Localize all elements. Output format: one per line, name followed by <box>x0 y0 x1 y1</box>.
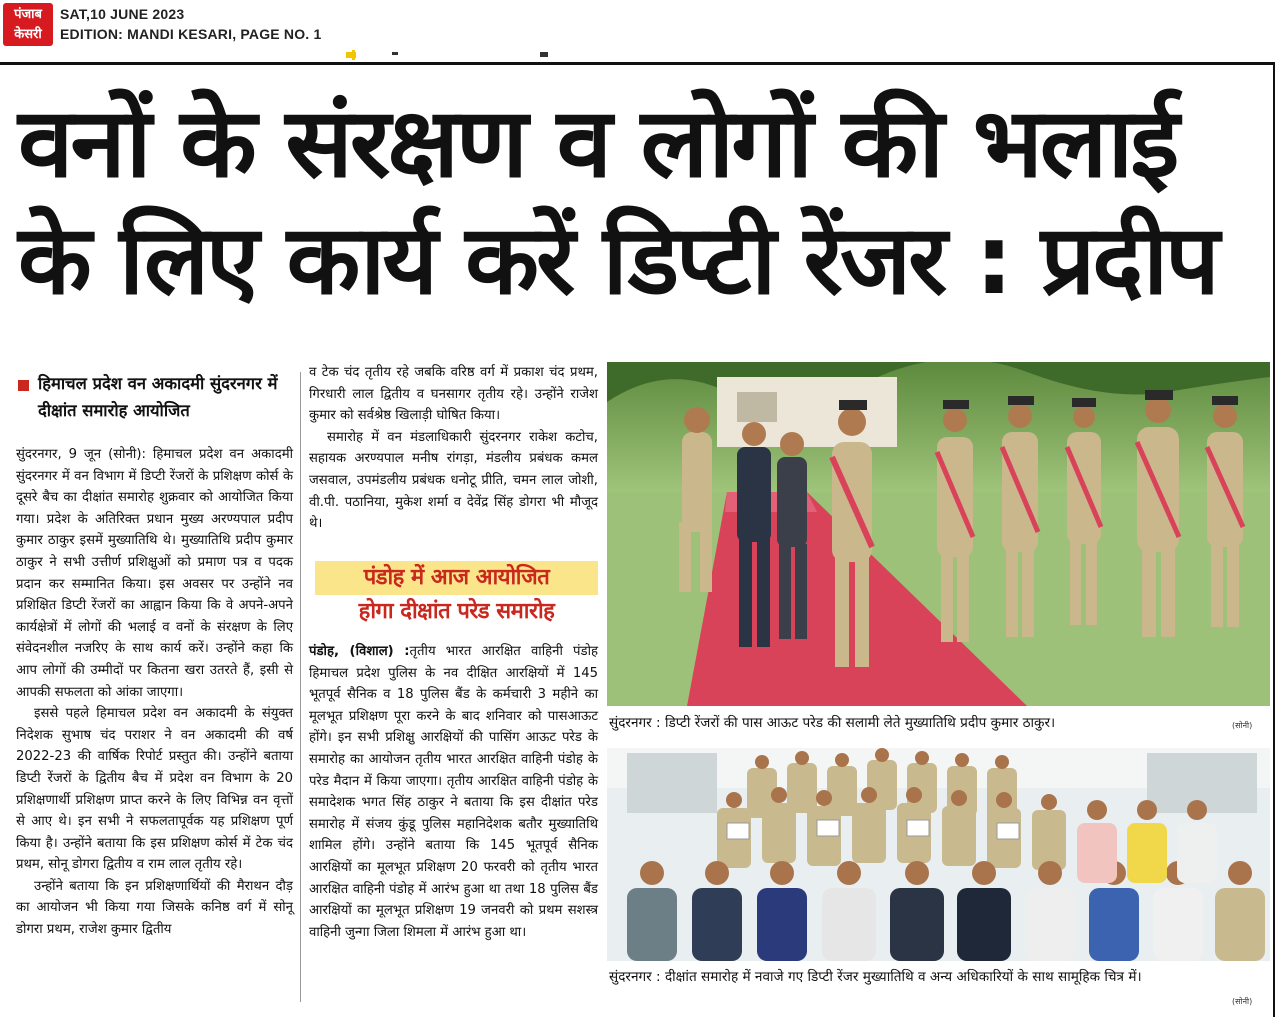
article-paragraph-1: सुंदरनगर, 9 जून (सोनी): हिमाचल प्रदेश वन अकादमी सुंदरनगर में वन विभाग में डिप्टी रेंजरों के प्रशिक्षण कोर्स के दूसरे बैच का दीक्षांत समारोह शुक्रवार को आयोजित किया गया। प्रदेश के अतिरिक्त प्रधान मुख्य अरण्यपाल प्रदीप कुमार ठाकुर इसमें मुख्यातिथि थे। मुख्यातिथि प्रदीप कुमार ठाकुर ने सभी उत्तीर्ण प्रशिक्षुओं को प्रमाण पत्र व पदक प्रदान कर सम्मानित किया। इस अवसर पर उन्होंने नव प्रशिक्षित डिप्टी रेंजरों का आह्वान किया कि वे अपने-अपने कार्यक्षेत्रों में लोगों की भलाई व वनों के संरक्षण के लिए संवेदनशील नजरिए के साथ कार्य करें। उन्होंने कहा कि आप लोगों की उम्मीदों पर कितना खरा उतरते हैं, इसी से आपकी सफलता को आंका जाएगा। <box>16 447 293 700</box>
masthead <box>0 0 1280 62</box>
pandoh-body: तृतीय भारत आरक्षित वाहिनी पंडोह हिमाचल प्रदेश पुलिस के नव दीक्षित आरक्षियों में 145 भूतपूर्व सैनिक व 18 पुलिस बैंड के कर्मचारी 3 महीने का मूलभूत प्रशिक्षण पूरा करने के बाद शनिवार को पासआऊट होंगे। इन सभी प्रशिक्षु आरक्षियों की पासिंग आऊट परेड के समारोह का आयोजन तृतीय भारत आरक्षित वाहिनी पंडोह के परेड मैदान में किया जाएगा। तृतीय आरक्षित वाहिनी पंडोह के समादेशक भगत सिंह ठाकुर ने बताया कि इस दीक्षांत परेड समारोह में संजय कुंडू पुलिस महानिदेशक बतौर मुख्यातिथि शामिल होंगे। उन्होंने बताया कि 145 भूतपूर्व सैनिक आरक्षियों का मूलभूत प्रशिक्षण 20 फरवरी को तृतीय भारत आरक्षित वाहिनी पंडोह में आरंभ हुआ था तथा 18 पुलिस बैंड आरक्षियों का मूलभूत प्रशिक्षण 19 जनवरी को प्रथम सशस्त्र वाहिनी जुन्गा जिला शिमला में आरंभ हुआ था। <box>309 644 598 940</box>
article-paragraph-5: समारोह में वन मंडलाधिकारी सुंदरनगर राकेश कटोच, सहायक अरण्यपाल मनीष रांगड़ा, मंडलीय प्रबंधक कमल जसवाल, उपमंडलीय प्रबंधक धनोटू प्रीति, चमन लाल जोशी, वी.पी. पठानिया, मुकेश शर्मा व देवेंद्र सिंह डोगरा भी मौजूद थे। <box>309 429 598 532</box>
headline-line-2: के लिए कार्य करें डिप्टी रेंजर : प्रदीप <box>18 204 1217 316</box>
article-paragraph-2: इससे पहले हिमाचल प्रदेश वन अकादमी के संयुक्त निदेशक सुभाष चंद पराशर ने वन अकादमी की वर्ष 2022-23 की वार्षिक रिपोर्ट प्रस्तुत की। उन्होंने बताया डिप्टी रेंजरों के द्वितीय बैच में प्रदेश वन विभाग के 20 प्रशिक्षणार्थी प्रशिक्षण प्राप्त करने के लिए विभिन्न वन वृत्तों से आए थे। इन सभी ने सफलतापूर्वक यह प्रशिक्षण पूर्ण किया है। उन्होंने बताया कि इस प्रशिक्षण कोर्स में टेक चंद प्रथम, सोनू डोगरा द्वितीय व राम लाल तृतीय रहे। <box>16 706 293 873</box>
subheading: हिमाचल प्रदेश वन अकादमी सुंदरनगर में दीक्षांत समारोह आयोजित <box>38 374 278 420</box>
pandoh-subheading <box>315 561 598 636</box>
article-column-1 <box>16 444 293 941</box>
subhead-bullet-icon <box>18 380 29 391</box>
pandoh-dateline: पंडोह, (विशाल) : <box>309 644 410 659</box>
article-column-2 <box>309 362 598 535</box>
pandoh-head-line-1: पंडोह में आज आयोजित <box>315 561 598 595</box>
photo-credit-1: (सोनी) <box>1232 721 1253 730</box>
pandoh-paragraph <box>309 641 598 943</box>
logo-line-1: पंजाब <box>14 7 42 22</box>
pandoh-head-line-2: होगा दीक्षांत परेड समारोह <box>358 599 555 624</box>
article-paragraph-3: उन्होंने बताया कि इन प्रशिक्षणार्थियों की मैराथन दौड़ का आयोजन भी किया गया जिसके कनिष्ठ वर्ग में सोनू डोगरा प्रथम, राजेश कुमार द्वितीय <box>16 878 293 938</box>
photo-credit-2: (सोनी) <box>1232 997 1253 1006</box>
photo-caption-2: सुंदरनगर : दीक्षांत समारोह में नवाजे गए डिप्टी रेंजर मुख्यातिथि व अन्य अधिकारियों के साथ सामूहिक चित्र में। <box>609 969 1142 985</box>
group-photo <box>607 748 1270 961</box>
publication-date: SAT,10 JUNE 2023 <box>60 6 185 22</box>
headline-line-1: वनों के संरक्षण व लोगों की भलाई <box>18 87 1177 199</box>
parade-salute-photo <box>607 362 1270 706</box>
newspaper-logo <box>3 3 53 46</box>
clipped-fragment <box>340 50 560 60</box>
article-paragraph-4: व टेक चंद तृतीय रहे जबकि वरिष्ठ वर्ग में प्रकाश चंद प्रथम, गिरधारी लाल द्वितीय व घनसागर तृतीय रहे। उन्होंने राजेश कुमार को सर्वश्रेष्ठ खिलाड़ी घोषित किया। <box>309 365 598 424</box>
pandoh-story <box>309 641 598 943</box>
column-divider <box>300 372 301 1002</box>
edition-info: EDITION: MANDI KESARI, PAGE NO. 1 <box>60 26 322 42</box>
photo-caption-1: सुंदरनगर : डिप्टी रेंजरों की पास आऊट परेड की सलामी लेते मुख्यातिथि प्रदीप कुमार ठाकुर। <box>609 715 1056 731</box>
logo-line-2: केसरी <box>14 27 42 42</box>
